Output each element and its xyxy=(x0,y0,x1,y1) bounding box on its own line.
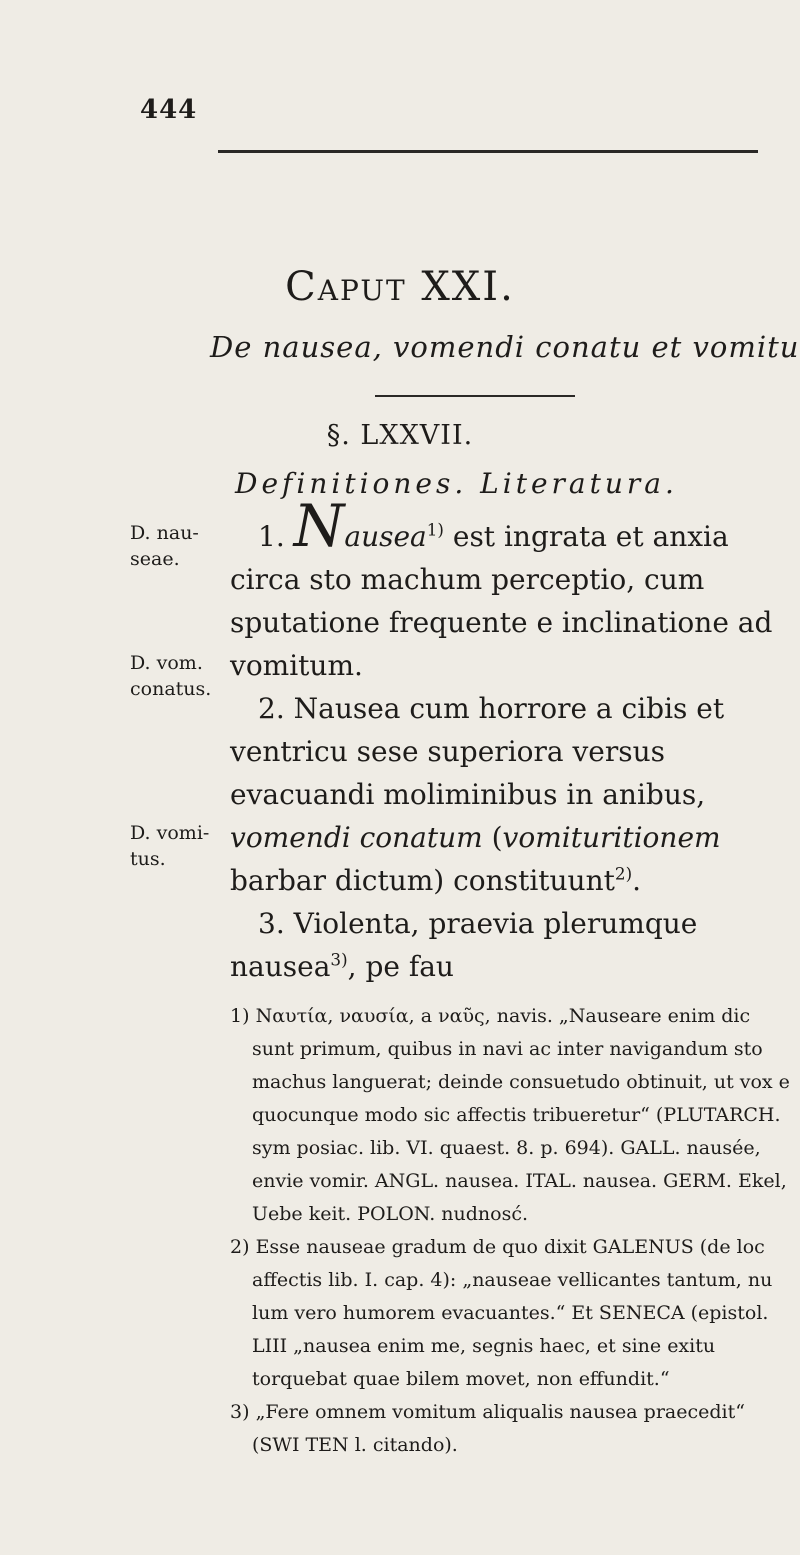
term: vomendi conatum xyxy=(230,821,483,854)
chapter-title: Caput XXI. xyxy=(285,264,515,310)
margin-note-vomitus xyxy=(130,820,209,872)
paragraph-text: est ingrata et anxia circa sto machum perceptio, cum sputatione frequente e inclinatione ad vomitum. xyxy=(230,520,773,682)
paragraph-text: Violenta, praevia plerumque nausea xyxy=(230,907,698,983)
paragraph-number: 3. xyxy=(258,907,285,940)
paragraph-number: 2. xyxy=(258,692,285,725)
footnote-id: 2) xyxy=(230,1236,250,1258)
footnote-text: Esse nauseae gradum de quo dixit GALENUS (de loc affectis lib. I. cap. 4): „nauseae vellicantes tantum, nu lum vero humorem evacuantes.“ Et SENECA (epistol. LIII „nausea enim me, segnis haec, et sine exitu torquebat quae bilem movet, non effundit.“ xyxy=(252,1236,773,1390)
paragraph-2 xyxy=(230,687,790,902)
margin-note-line: D. nau- xyxy=(130,522,199,544)
paragraph-3 xyxy=(230,902,790,988)
term: ausea xyxy=(344,520,427,553)
margin-note-line: tus. xyxy=(130,848,166,870)
margin-note-line: D. vom. xyxy=(130,652,203,674)
definitions-heading: Definitiones. Literatura. xyxy=(235,467,678,500)
paragraph-text: , pe fau xyxy=(347,950,454,983)
paragraph-text: . xyxy=(632,864,642,897)
footnote-3 xyxy=(230,1396,790,1462)
footnote-ref: 2) xyxy=(614,863,633,884)
footnote-id: 1) xyxy=(230,1005,250,1027)
page-number: 444 xyxy=(140,95,198,125)
main-text xyxy=(230,492,790,988)
margin-note-vomendi-conatus xyxy=(130,650,211,702)
paragraph-number: 1. xyxy=(258,520,285,553)
chapter-subtitle: De nausea, vomendi conatu et vomitu xyxy=(210,330,800,364)
paragraph-1 xyxy=(230,492,790,687)
footnote-id: 3) xyxy=(230,1401,250,1423)
footnote-ref: 3) xyxy=(330,949,348,970)
footnotes xyxy=(230,1000,790,1462)
term: vomituritionem xyxy=(502,821,721,854)
footnote-text: Ναυτία, ναυσία, a ναῦς, navis. „Nauseare enim dic sunt primum, quibus in navi ac inter navigandum sto machus languerat; deinde consuetudo obtinuit, ut vox e quocunque modo sic affectis tribueretur“ (PLUTARCH. sym posiac. lib. VI. quaest. 8. p. 694). GALL. nausée, envie vomir. ANGL. nausea. ITAL. nausea. GERM. Ekel, Uebe keit. POLON. nudnosć. xyxy=(252,1005,790,1225)
footnote-1 xyxy=(230,1000,790,1231)
footnote-ref: 1) xyxy=(426,519,444,540)
margin-note-line: D. vomi- xyxy=(130,822,210,844)
header-rule xyxy=(218,150,758,153)
margin-note-nausea xyxy=(130,520,199,572)
margin-note-line: conatus. xyxy=(130,678,212,700)
title-rule xyxy=(375,395,575,397)
drop-initial: N xyxy=(293,492,345,560)
footnote-text: „Fere omnem vomitum aliqualis nausea praecedit“ (SWI TEN l. citando). xyxy=(252,1401,745,1456)
paragraph-text: ( xyxy=(482,821,503,854)
section-number: §. LXXVII. xyxy=(326,420,474,451)
paragraph-text: Nausea cum horrore a cibis et ventricu sese superiora versus evacuandi moliminibus in anibus, xyxy=(230,692,725,811)
paragraph-text: barbar dictum) constituunt xyxy=(230,864,615,897)
margin-note-line: seae. xyxy=(130,548,180,570)
footnote-2 xyxy=(230,1231,790,1396)
